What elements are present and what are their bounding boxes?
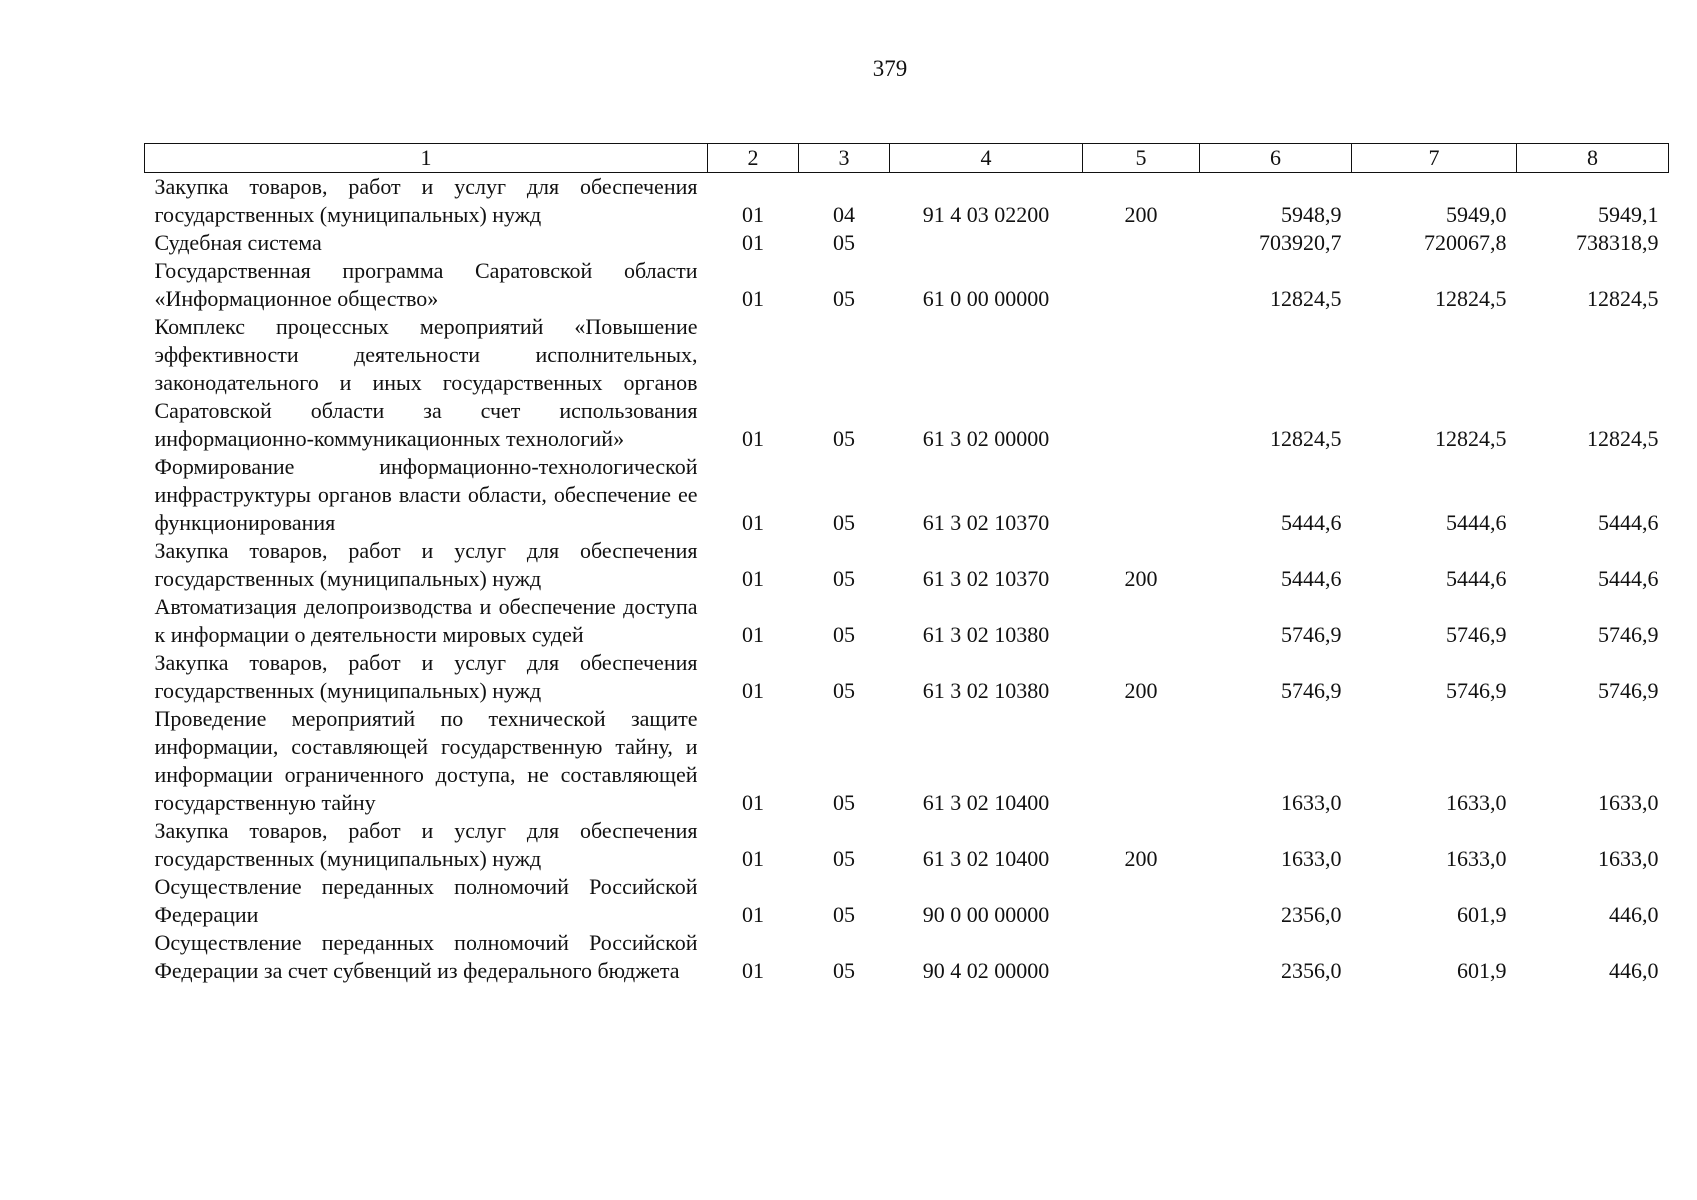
row-name: Закупка товаров, работ и услуг для обеспечения государственных (муниципальных) нужд [154, 174, 698, 227]
row-expense-type: 200 [1124, 202, 1158, 227]
row-expense-type [1083, 929, 1200, 985]
table-header-row [145, 144, 1669, 173]
row-amount-2: 5746,9 [1446, 678, 1507, 703]
column-header: 4 [890, 144, 1083, 173]
row-target-code: 61 3 02 10380 [922, 678, 1050, 703]
row-amount-1: 703920,7 [1259, 230, 1342, 255]
column-header: 8 [1517, 144, 1669, 173]
row-amount-1: 5948,9 [1281, 202, 1342, 227]
table-row [145, 173, 1669, 230]
row-name: Осуществление переданных полномочий Российской Федерации за счет субвенций из федерального бюджета [154, 930, 698, 983]
row-expense-type: 200 [1124, 846, 1158, 871]
column-header: 6 [1200, 144, 1352, 173]
row-expense-type [1083, 313, 1200, 453]
row-amount-2: 601,9 [1457, 958, 1507, 983]
row-amount-3: 12824,5 [1587, 426, 1659, 451]
row-subsection: 05 [833, 622, 855, 647]
row-amount-2: 1633,0 [1446, 846, 1507, 871]
row-section: 01 [742, 566, 764, 591]
row-subsection: 05 [833, 902, 855, 927]
row-target-code: 61 3 02 10380 [922, 622, 1050, 647]
row-section: 01 [742, 510, 764, 535]
row-amount-3: 446,0 [1609, 902, 1659, 927]
column-header: 5 [1083, 144, 1200, 173]
table-row [145, 257, 1669, 313]
row-amount-2: 12824,5 [1435, 286, 1507, 311]
row-target-code: 90 4 02 00000 [922, 958, 1050, 983]
row-expense-type [1083, 453, 1200, 537]
row-target-code [890, 229, 1083, 257]
row-name: Комплекс процессных мероприятий «Повышение эффективности деятельности исполнительных, законодательного и иных государственных органов Саратовской области за счет использования информационно-коммуникационных технологий» [154, 314, 698, 451]
row-section: 01 [742, 230, 764, 255]
row-expense-type [1083, 229, 1200, 257]
row-name: Государственная программа Саратовской области «Информационное общество» [154, 258, 698, 311]
row-amount-1: 2356,0 [1281, 958, 1342, 983]
row-amount-3: 5444,6 [1598, 510, 1659, 535]
row-name: Проведение мероприятий по технической защите информации, составляющей государственную тайну, и информации ограниченного доступа, не составляющей государственную тайну [154, 706, 698, 815]
row-amount-2: 5444,6 [1446, 510, 1507, 535]
row-amount-1: 5444,6 [1281, 510, 1342, 535]
column-header: 3 [799, 144, 890, 173]
row-amount-3: 738318,9 [1576, 230, 1659, 255]
row-amount-2: 12824,5 [1435, 426, 1507, 451]
row-target-code: 61 3 02 00000 [922, 426, 1050, 451]
row-name: Судебная система [154, 230, 322, 255]
row-expense-type [1083, 593, 1200, 649]
row-amount-2: 5949,0 [1446, 202, 1507, 227]
row-target-code: 61 3 02 10370 [922, 566, 1050, 591]
row-amount-1: 5746,9 [1281, 678, 1342, 703]
row-amount-3: 5746,9 [1598, 622, 1659, 647]
table-row [145, 817, 1669, 873]
table-row [145, 453, 1669, 537]
row-expense-type [1083, 873, 1200, 929]
row-expense-type [1083, 705, 1200, 817]
row-amount-3: 1633,0 [1598, 846, 1659, 871]
row-amount-3: 1633,0 [1598, 790, 1659, 815]
row-amount-2: 601,9 [1457, 902, 1507, 927]
row-name: Закупка товаров, работ и услуг для обеспечения государственных (муниципальных) нужд [154, 538, 698, 591]
row-expense-type [1083, 257, 1200, 313]
row-expense-type: 200 [1124, 678, 1158, 703]
row-subsection: 05 [833, 846, 855, 871]
row-subsection: 05 [833, 426, 855, 451]
budget-table [144, 143, 1669, 985]
row-amount-1: 5746,9 [1281, 622, 1342, 647]
row-target-code: 61 3 02 10370 [922, 510, 1050, 535]
row-name: Закупка товаров, работ и услуг для обеспечения государственных (муниципальных) нужд [154, 818, 698, 871]
row-amount-1: 5444,6 [1281, 566, 1342, 591]
row-name: Формирование информационно-технологической инфраструктуры органов власти области, обеспечение ее функционирования [154, 454, 698, 535]
column-header: 1 [145, 144, 708, 173]
row-subsection: 05 [833, 510, 855, 535]
row-target-code: 61 3 02 10400 [922, 846, 1050, 871]
row-amount-1: 12824,5 [1270, 286, 1342, 311]
row-section: 01 [742, 678, 764, 703]
row-amount-3: 446,0 [1609, 958, 1659, 983]
row-target-code: 61 3 02 10400 [922, 790, 1050, 815]
row-section: 01 [742, 286, 764, 311]
table-row [145, 537, 1669, 593]
row-subsection: 05 [833, 230, 855, 255]
row-section: 01 [742, 902, 764, 927]
row-subsection: 05 [833, 286, 855, 311]
row-subsection: 05 [833, 566, 855, 591]
row-amount-3: 5949,1 [1598, 202, 1659, 227]
row-target-code: 91 4 03 02200 [922, 202, 1050, 227]
row-amount-3: 5444,6 [1598, 566, 1659, 591]
row-section: 01 [742, 426, 764, 451]
table-row [145, 313, 1669, 453]
column-header: 7 [1352, 144, 1517, 173]
row-amount-1: 2356,0 [1281, 902, 1342, 927]
table-row [145, 593, 1669, 649]
table-row [145, 649, 1669, 705]
table-row [145, 873, 1669, 929]
row-target-code: 61 0 00 00000 [922, 286, 1050, 311]
row-section: 01 [742, 622, 764, 647]
row-name: Автоматизация делопроизводства и обеспечение доступа к информации о деятельности мировых судей [154, 594, 698, 647]
row-amount-3: 5746,9 [1598, 678, 1659, 703]
row-amount-1: 1633,0 [1281, 790, 1342, 815]
row-amount-3: 12824,5 [1587, 286, 1659, 311]
row-amount-2: 720067,8 [1424, 230, 1507, 255]
row-subsection: 05 [833, 790, 855, 815]
row-section: 01 [742, 202, 764, 227]
row-subsection: 05 [833, 678, 855, 703]
column-header: 2 [708, 144, 799, 173]
row-amount-2: 5746,9 [1446, 622, 1507, 647]
row-subsection: 05 [833, 958, 855, 983]
row-amount-2: 5444,6 [1446, 566, 1507, 591]
row-subsection: 04 [833, 202, 855, 227]
row-section: 01 [742, 958, 764, 983]
row-amount-1: 1633,0 [1281, 846, 1342, 871]
table-row [145, 929, 1669, 985]
row-name: Закупка товаров, работ и услуг для обеспечения государственных (муниципальных) нужд [154, 650, 698, 703]
row-target-code: 90 0 00 00000 [922, 902, 1050, 927]
table-body [145, 173, 1669, 986]
row-section: 01 [742, 790, 764, 815]
row-section: 01 [742, 846, 764, 871]
row-name: Осуществление переданных полномочий Российской Федерации [154, 874, 698, 927]
page-number: 379 [872, 56, 908, 81]
row-expense-type: 200 [1124, 566, 1158, 591]
row-amount-2: 1633,0 [1446, 790, 1507, 815]
table-row [145, 229, 1669, 257]
row-amount-1: 12824,5 [1270, 426, 1342, 451]
table-row [145, 705, 1669, 817]
